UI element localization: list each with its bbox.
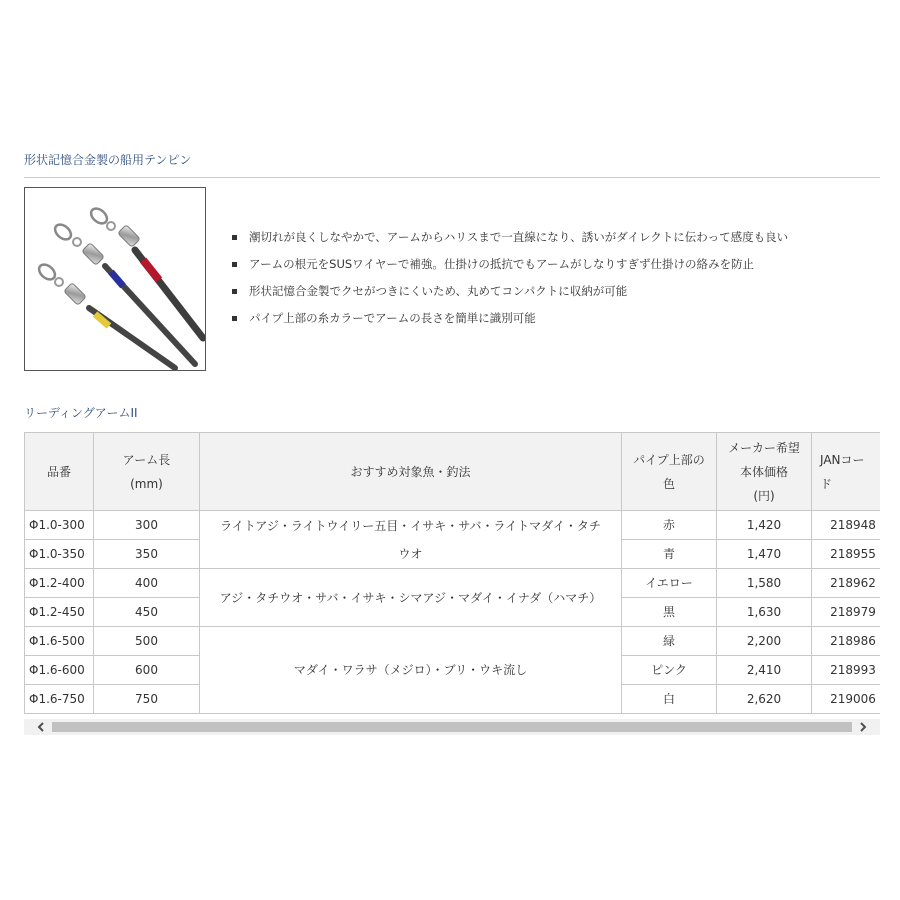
cell-color: 白 <box>622 685 717 714</box>
bullet-icon <box>232 316 237 321</box>
spec-table-container[interactable] <box>24 432 880 719</box>
cell-price: 1,470 <box>717 540 812 569</box>
feature-text: アームの根元をSUSワイヤーで補強。仕掛けの抵抗でもアームがしなりすぎず仕掛けの絡みを防止 <box>249 257 754 271</box>
cell-color: イエロー <box>622 569 717 598</box>
table-row <box>25 627 881 656</box>
cell-jan: 218948 <box>812 511 881 540</box>
cell-jan: 219006 <box>812 685 881 714</box>
header-jan: JANコー ド <box>812 433 881 511</box>
cell-part-no: Φ1.6-600 <box>25 656 94 685</box>
cell-target: アジ・タチウオ・サバ・イサキ・シマアジ・マダイ・イナダ（ハマチ） <box>200 569 622 627</box>
cell-price: 1,630 <box>717 598 812 627</box>
cell-length: 500 <box>94 627 200 656</box>
horizontal-scrollbar[interactable] <box>24 719 880 735</box>
cell-target: ライトアジ・ライトウイリー五目・イサキ・サバ・ライトマダイ・タチ ウオ <box>200 511 622 569</box>
cell-color: 赤 <box>622 511 717 540</box>
spec-table <box>24 432 880 714</box>
feature-item <box>232 278 788 305</box>
cell-color: ピンク <box>622 656 717 685</box>
header-arm-length: アーム長 (mm) <box>94 433 200 511</box>
cell-part-no: Φ1.2-450 <box>25 598 94 627</box>
header-target: おすすめ対象魚・釣法 <box>200 433 622 511</box>
feature-item <box>232 224 788 251</box>
cell-price: 2,410 <box>717 656 812 685</box>
cell-part-no: Φ1.2-400 <box>25 569 94 598</box>
scrollbar-thumb[interactable] <box>52 722 852 732</box>
cell-price: 1,580 <box>717 569 812 598</box>
product-title: 形状記憶合金製の船用テンピン <box>24 153 192 167</box>
table-header-row <box>25 433 881 511</box>
table-row <box>25 511 881 540</box>
table-row <box>25 569 881 598</box>
cell-length: 400 <box>94 569 200 598</box>
cell-jan: 218955 <box>812 540 881 569</box>
cell-color: 青 <box>622 540 717 569</box>
bullet-icon <box>232 235 237 240</box>
cell-length: 300 <box>94 511 200 540</box>
header-price: メーカー希望 本体価格 (円) <box>717 433 812 511</box>
cell-length: 750 <box>94 685 200 714</box>
cell-jan: 218979 <box>812 598 881 627</box>
cell-part-no: Φ1.6-500 <box>25 627 94 656</box>
table-title: リーディングアームII <box>24 406 138 420</box>
cell-part-no: Φ1.6-750 <box>25 685 94 714</box>
feature-text: 潮切れが良くしなやかで、アームからハリスまで一直線になり、誘いがダイレクトに伝わって感度も良い <box>249 230 789 244</box>
cell-price: 2,620 <box>717 685 812 714</box>
header-part-no: 品番 <box>25 433 94 511</box>
cell-target: マダイ・ワラサ（メジロ）・ブリ・ウキ流し <box>200 627 622 714</box>
feature-text: パイプ上部の糸カラーでアームの長さを簡単に識別可能 <box>249 311 536 325</box>
chevron-left-icon[interactable] <box>32 719 49 735</box>
feature-text: 形状記憶合金製でクセがつきにくいため、丸めてコンパクトに収納が可能 <box>249 284 628 298</box>
cell-jan: 218986 <box>812 627 881 656</box>
title-divider <box>24 177 880 178</box>
feature-list <box>232 224 788 332</box>
bullet-icon <box>232 289 237 294</box>
feature-item <box>232 305 788 332</box>
header-color: パイプ上部の 色 <box>622 433 717 511</box>
cell-part-no: Φ1.0-350 <box>25 540 94 569</box>
product-photo <box>24 187 206 371</box>
cell-color: 緑 <box>622 627 717 656</box>
cell-price: 2,200 <box>717 627 812 656</box>
cell-jan: 218993 <box>812 656 881 685</box>
cell-length: 350 <box>94 540 200 569</box>
cell-price: 1,420 <box>717 511 812 540</box>
bullet-icon <box>232 262 237 267</box>
cell-color: 黒 <box>622 598 717 627</box>
cell-length: 600 <box>94 656 200 685</box>
cell-jan: 218962 <box>812 569 881 598</box>
cell-part-no: Φ1.0-300 <box>25 511 94 540</box>
chevron-right-icon[interactable] <box>854 719 871 735</box>
feature-item <box>232 251 788 278</box>
cell-length: 450 <box>94 598 200 627</box>
